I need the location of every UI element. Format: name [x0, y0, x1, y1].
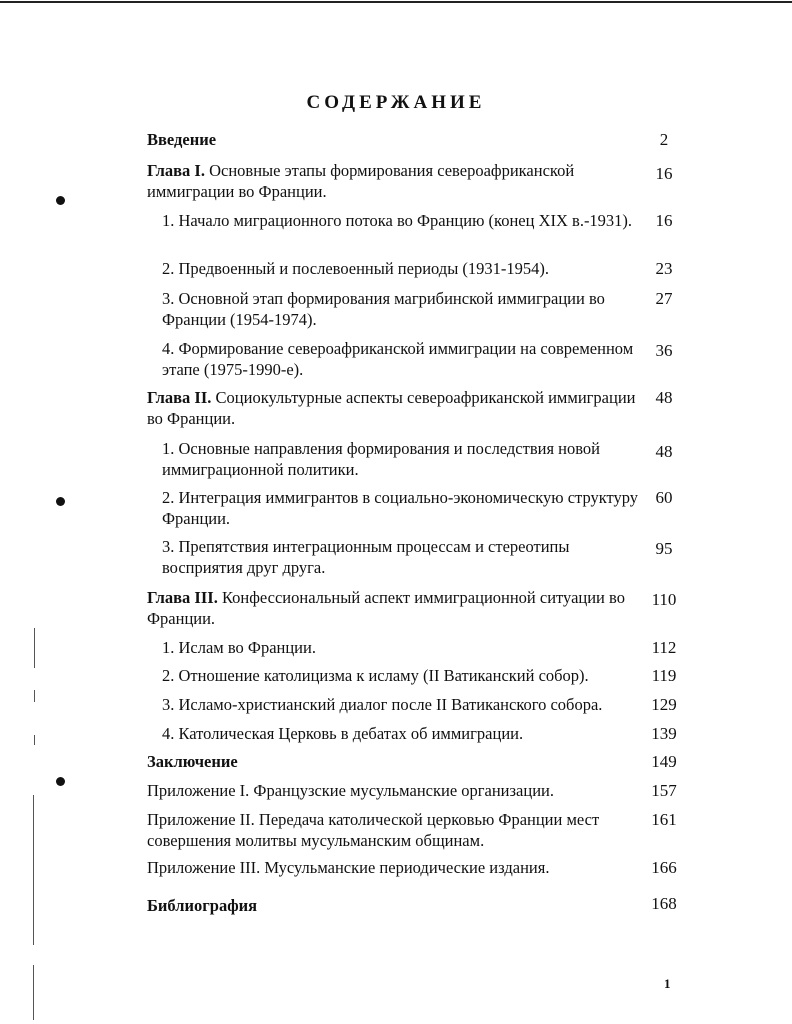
toc-entry-label: Приложение III. Мусульманские периодические издания. — [147, 858, 550, 877]
top-border-line — [0, 1, 792, 3]
scan-hole-mark — [56, 777, 65, 786]
toc-entry-page: 48 — [655, 388, 673, 407]
toc-entry-text — [162, 210, 640, 231]
toc-entry-page: 48 — [655, 442, 673, 461]
toc-entry-text — [162, 723, 640, 744]
toc-entry-text — [147, 387, 637, 429]
toc-entry-label: Конфессиональный аспект иммиграционной ситуации во Франции. — [147, 588, 625, 628]
toc-entry-bold-label: Глава III. — [147, 588, 218, 607]
toc-entry-text — [162, 637, 640, 658]
toc-entry-page: 119 — [651, 666, 677, 685]
toc-entry-page: 110 — [651, 590, 677, 609]
scan-hole-mark — [56, 497, 65, 506]
toc-entry-page: 139 — [651, 724, 677, 743]
scan-margin-streak — [34, 628, 35, 668]
toc-entry-page: 60 — [655, 488, 673, 507]
toc-entry-bold-label: Глава I. — [147, 161, 205, 180]
toc-entry-page: 95 — [655, 539, 673, 558]
toc-entry-text — [162, 258, 640, 279]
toc-entry-text — [147, 780, 637, 801]
toc-entry-page: 168 — [651, 894, 677, 913]
toc-entry-text — [147, 129, 637, 150]
toc-entry-page: 166 — [651, 858, 677, 877]
toc-entry-text — [162, 288, 640, 330]
toc-entry-label: 3. Основной этап формирования магрибинской иммиграции во Франции (1954-1974). — [162, 289, 605, 329]
toc-entry-label: 1. Начало миграционного потока во Францию (конец XIX в.-1931). — [162, 211, 633, 230]
toc-entry-page: 36 — [655, 341, 673, 360]
toc-entry-page: 16 — [655, 164, 673, 183]
toc-entry-text — [162, 487, 640, 529]
toc-entry-label: Основные этапы формирования североафриканской иммиграции во Франции. — [147, 161, 575, 201]
toc-entry-label: Приложение II. Передача католической церковью Франции мест совершения молитвы мусульманским общинам. — [147, 810, 600, 850]
toc-entry-label: 1. Основные направления формирования и последствия новой иммиграционной политики. — [162, 439, 601, 479]
toc-entry-bold-label: Глава II. — [147, 388, 212, 407]
toc-entry-page: 27 — [655, 289, 673, 308]
toc-entry-text — [147, 587, 637, 629]
toc-entry-page: 157 — [651, 781, 677, 800]
scan-hole-mark — [56, 196, 65, 205]
toc-entry-text — [147, 751, 637, 772]
toc-entry-text — [162, 665, 640, 686]
toc-entry-bold-label: Введение — [147, 130, 217, 149]
scan-margin-streak — [34, 735, 35, 745]
footer-page-number: 1 — [664, 976, 671, 991]
toc-entry-page: 112 — [651, 638, 677, 657]
toc-entry-text — [147, 857, 637, 878]
toc-entry-label: Приложение I. Французские мусульманские организации. — [147, 781, 554, 800]
toc-entry-text — [147, 895, 637, 916]
toc-entry-page: 129 — [651, 695, 677, 714]
toc-entry-page: 161 — [651, 810, 677, 829]
toc-entry-page: 16 — [655, 211, 673, 230]
toc-entry-bold-label: Библиография — [147, 896, 258, 915]
toc-entry-bold-label: Заключение — [147, 752, 238, 771]
toc-entry-label: 3. Препятствия интеграционным процессам и стереотипы восприятия друг друга. — [162, 537, 570, 577]
toc-entry-page: 23 — [655, 259, 673, 278]
toc-entry-text — [162, 536, 640, 578]
toc-entry-label: 4. Формирование североафриканской иммиграции на современном этапе (1975-1990-е). — [162, 339, 634, 379]
toc-entry-text — [162, 438, 640, 480]
scan-margin-streak — [33, 795, 34, 945]
toc-entry-label: 4. Католическая Церковь в дебатах об иммиграции. — [162, 724, 524, 743]
toc-entry-text — [162, 338, 640, 380]
toc-entry-label: 3. Исламо-христианский диалог после II Ватиканского собора. — [162, 695, 603, 714]
toc-entry-label: 1. Ислам во Франции. — [162, 638, 316, 657]
toc-entry-label: 2. Отношение католицизма к исламу (II Ватиканский собор). — [162, 666, 589, 685]
toc-entry-page: 2 — [659, 130, 669, 149]
toc-entry-text — [162, 694, 640, 715]
toc-entry-label: Социокультурные аспекты североафриканской иммиграции во Франции. — [147, 388, 636, 428]
toc-entry-page: 149 — [651, 752, 677, 771]
toc-entry-label: 2. Предвоенный и послевоенный периоды (1931-1954). — [162, 259, 550, 278]
scan-margin-streak — [34, 690, 35, 702]
toc-entry-label: 2. Интеграция иммигрантов в социально-экономическую структуру Франции. — [162, 488, 639, 528]
page-title: СОДЕРЖАНИЕ — [306, 92, 486, 113]
scan-margin-streak — [33, 965, 34, 1020]
toc-entry-text — [147, 160, 637, 202]
toc-entry-text — [147, 809, 637, 851]
